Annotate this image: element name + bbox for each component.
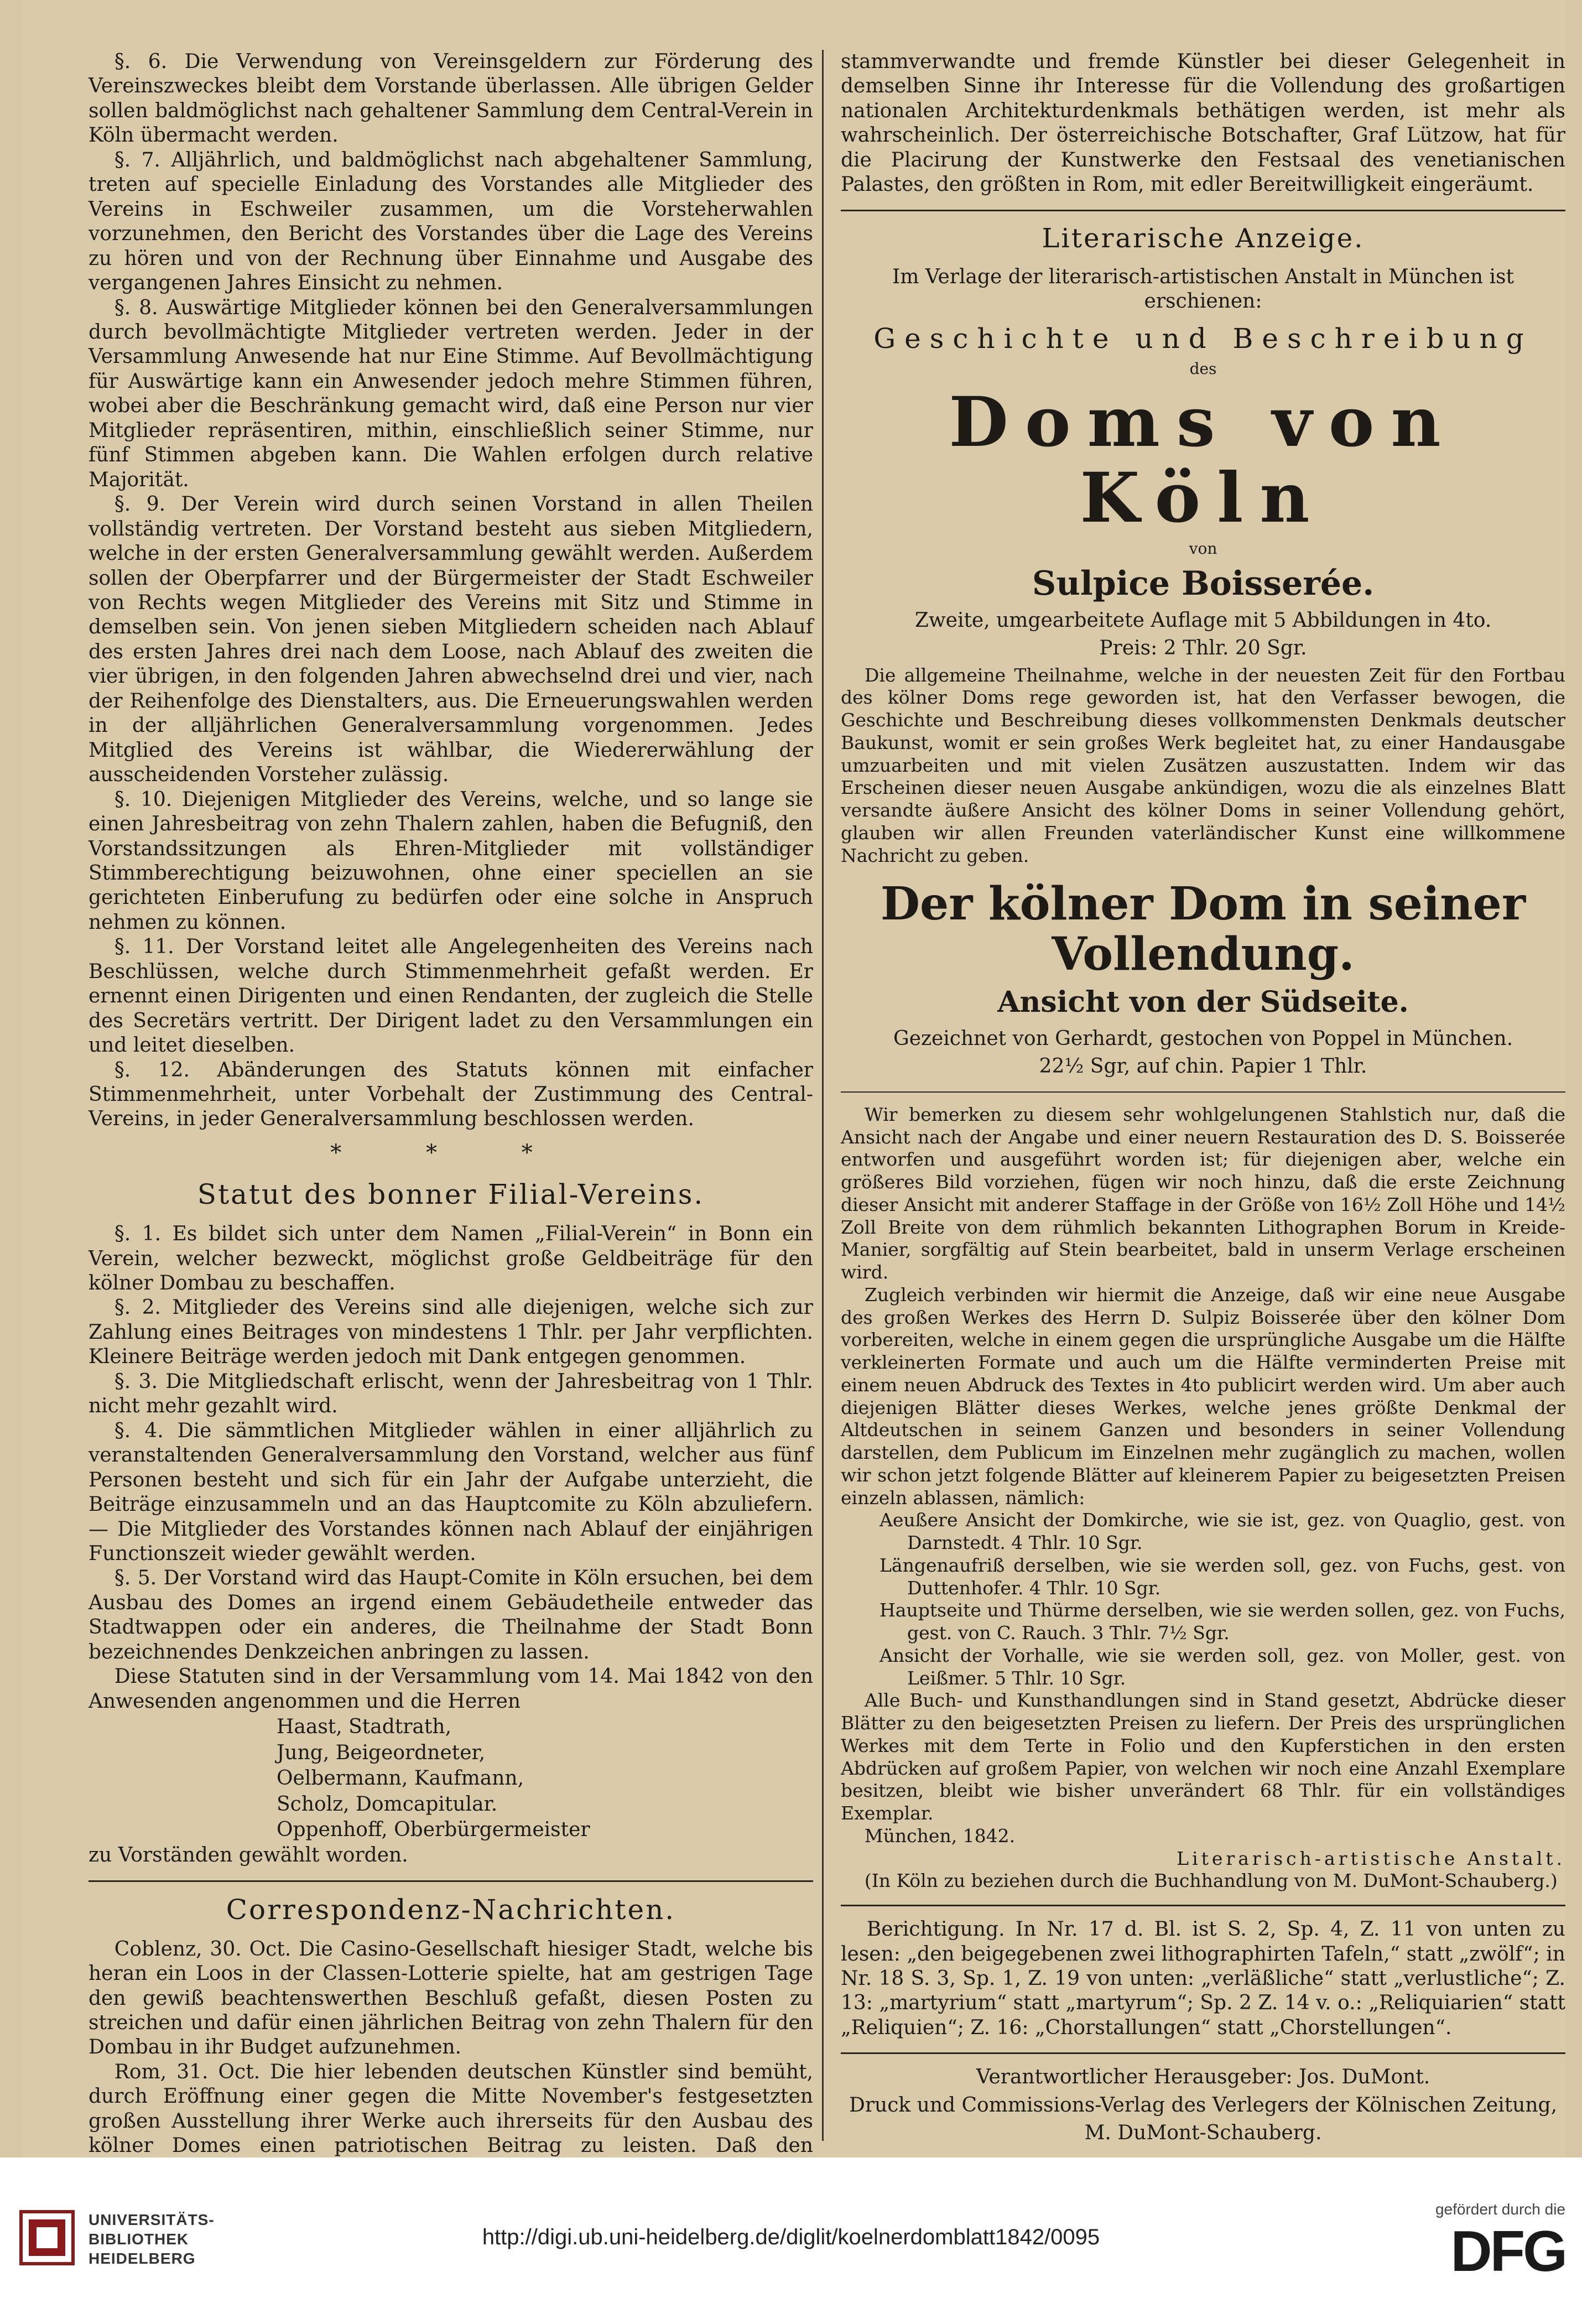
digitization-footer: [0, 2157, 1582, 2324]
paragraph: §. 5. Der Vorstand wird das Haupt-Comite in Köln ersuchen, bei dem Ausbau des Domes an irgend einem Gebäudetheile entweder das Stadtwappen oder ein anderes, die Theilnahme der Stadt Bonn bezeichnendes Denkzeichen anbringen zu lassen.: [89, 1567, 813, 1663]
column-divider: [822, 50, 824, 2141]
paragraph: Alle Buch- und Kunsthandlungen sind in Stand gesetzt, Abdrücke dieser Blätter zu den beigesetzten Preisen zu liefern. Der Preis des ursprünglichen Werkes mit dem Terte in Folio und den Kupferstichen in den ersten Abdrücken auf großem Papier, von welchen wir noch eine Anzahl Exemplare besitzen, bleibt wie bisher unverändert 68 Thlr. für ein vollständiges Exemplar.: [841, 1689, 1565, 1824]
left-column: [89, 50, 813, 2183]
plate-item: Hauptseite und Thürme derselben, wie sie werden sollen, gez. von Fuchs, gest. von C. Rauch. 3 Thlr. 7½ Sgr.: [880, 1599, 1565, 1644]
board-member: Scholz, Domcapitular.: [277, 1792, 498, 1816]
correction-notice: Berichtigung. In Nr. 17 d. Bl. ist S. 2, Sp. 4, Z. 11 von unten zu lesen: „den beigegebenen zwei lithographirten Tafeln,“ statt „zwölf“; in Nr. 18 S. 3, Sp. 1, Z. 19 von unten: „verläßliche“ statt „verlustliche“; Z. 13: „martyrium“ statt „martyrum“; Sp. 2 Z. 14 v. o.: „Reliquiarien“ statt „Reliquien“; Z. 16: „Chorstallungen“ statt „Chorstellungen“.: [841, 1918, 1565, 2039]
plate-item: Ansicht der Vorhalle, wie sie werden soll, gez. von Moller, gest. von Leißmer. 5 Thlr. 10 Sgr.: [880, 1644, 1565, 1689]
paragraph: §. 12. Abänderungen des Statuts können mit einfacher Stimmenmehrheit, unter Vorbehalt der Zustimmung des Central-Vereins, in jeder Generalversammlung beschlossen werden.: [89, 1058, 813, 1131]
book-von: von: [1189, 539, 1217, 558]
divider: [841, 210, 1565, 211]
newspaper-page: [22, 0, 1565, 2157]
paragraph: Zugleich verbinden wir hiermit die Anzeige, daß wir eine neue Ausgabe des großen Werkes des Herrn D. Sulpiz Boisserée über den kölner Dom vorbereiten, welche in einem gegen die ursprüngliche Ausgabe um die Hälfte verkleinerten Formate und auch um die Hälfte verminderten Preise mit einem neuen Abdruck des Textes in 4to publicirt werden wird. Um aber auch diejenigen Blätter dieses Werkes, welche jenes größte Denkmal der Altdeutschen in seinem Ganzen und besonders in seiner Vollendung darstellen, dem Publicum im Einzelnen mehr zugänglich zu machen, wollen wir schon jetzt folgende Blätter auf kleinerem Papier zu beigesetzten Preisen einzeln ablassen, nämlich:: [841, 1283, 1565, 1509]
book-edition: Zweite, umgearbeitete Auflage mit 5 Abbildungen in 4to.: [914, 609, 1492, 632]
news-coblenz: Coblenz, 30. Oct. Die Casino-Gesellschaft hiesiger Stadt, welche bis heran ein Loos in der Classen-Lotterie spielte, hat am gestrigen Tage den gewiß beachtenswerthen Beschluß gefaßt, diesen Posten zu streichen und dafür einen jährlichen Beitrag von zehn Thalern für den Dombau in ihr Budget aufzunehmen.: [89, 1937, 813, 2059]
ad-intro: Im Verlage der literarisch-artistischen Anstalt in München ist erschienen:: [892, 265, 1514, 313]
names-closing: zu Vorständen gewählt worden.: [89, 1844, 408, 1867]
publisher-signature: Literarisch-artistische Anstalt.: [1177, 1847, 1565, 1869]
plate-item: Längenaufriß derselben, wie sie werden soll, gez. von Fuchs, gest. von Duttenhofer. 4 Thlr. 10 Sgr.: [880, 1554, 1565, 1599]
continuation-text: stammverwandte und fremde Künstler bei dieser Gelegenheit in demselben Sinne ihr Interesse für die Vollendung des großartigen nationalen Architekturdenkmals bethätigen werden, ist mehr als wahrscheinlich. Der österreichische Botschafter, Graf Lützow, hat für die Placirung der Kunstwerke den Festsaal des venetianischen Palastes, den größten in Rom, mit edler Bereitwilligkeit eingeräumt.: [841, 50, 1565, 196]
ad-body-2: [841, 1104, 1565, 1893]
koeln-note: (In Köln zu beziehen durch die Buchhandlung von M. DuMont-Schauberg.): [864, 1870, 1558, 1892]
board-member: Jung, Beigeordneter,: [277, 1741, 486, 1764]
paragraph: §. 2. Mitglieder des Vereins sind alle diejenigen, welche sich zur Zahlung eines Beitrages von mindestens 1 Thlr. per Jahr verpflichten. Kleinere Beiträge werden jedoch mit Dank entgegen genommen.: [89, 1296, 813, 1369]
statut-title: Statut des bonner Filial-Vereins.: [197, 1178, 705, 1211]
paragraph: §. 1. Es bildet sich unter dem Namen „Filial-Verein“ in Bonn ein Verein, welcher bezweckt, möglichst große Geldbeiträge für den kölner Dombau zu beschaffen.: [89, 1223, 813, 1294]
library-line: BIBLIOTHEK: [89, 2231, 189, 2248]
paragraph: Diese Statuten sind in der Versammlung vom 14. Mai 1842 von den Anwesenden angenommen und die Herren: [89, 1665, 813, 1713]
ad-body-1: [841, 664, 1565, 867]
paragraph: §. 9. Der Verein wird durch seinen Vorstand in allen Theilen vollständig vertreten. Der Vorstand besteht aus sieben Mitgliedern, welche in der ersten Generalversammlung gewählt werden. Außerdem sollen der Oberpfarrer und der Bürgermeister der Stadt Eschweiler von Rechts wegen Mitglieder des Vereins mit Sitz und Stimme in demselben sein. Von jenen sieben Mitgliedern scheiden nach Ablauf des ersten Jahres drei nach dem Loose, nach Ablauf des zweiten die vier übrigen, in den folgenden Jahren abwechselnd drei und vier, nach der Reihenfolge des Dienstalters, aus. Die Erneuerungswahlen werden in der alljährlichen Generalversammlung vorgenommen. Jedes Mitglied des Vereins ist wählbar, die Wiedererwählung der ausscheidenden Vorsteher zulässig.: [89, 493, 813, 787]
divider: [89, 1880, 813, 1882]
book-title-line-1: Geschichte und Beschreibung: [873, 322, 1533, 355]
dfg-logo: DFG: [1450, 2219, 1565, 2284]
paragraph: Wir bemerken zu diesem sehr wohlgelungenen Stahlstich nur, daß die Ansicht nach der Angabe und einer neuern Restauration des D. S. Boisserée entworfen und ausgeführt worden ist; für diejenigen aber, welche ein größeres Bild vorziehen, fügen wir noch hinzu, daß die erste Zeichnung dieser Ansicht mit anderer Staffage in der Größe von 16½ Zoll Höhe und 14½ Zoll Breite von dem rühmlich bekannten Lithographen Borum in Kreide-Manier, sorgfältig auf Stein bearbeitet, bald in unserm Verlage erscheinen wird.: [841, 1103, 1565, 1283]
book-author: Sulpice Boisserée.: [1032, 564, 1375, 603]
board-member: Oelbermann, Kaufmann,: [277, 1767, 524, 1790]
library-line: HEIDELBERG: [89, 2250, 196, 2267]
ad-heading: Literarische Anzeige.: [1042, 222, 1365, 254]
paragraph: Die allgemeine Theilnahme, welche in der neuesten Zeit für den Fortbau des kölner Doms rege geworden ist, hat den Verfasser bewogen, die Geschichte und Beschreibung dieses vollkommensten Denkmals deutscher Baukunst, womit er sein großes Werk begleitet hat, zu einer Handausgabe umzuarbeiten und mit vielen Zusätzen auszustatten. Indem wir das Erscheinen dieser neuen Ausgabe ankündigen, wozu die als einzelnes Blatt versandte äußere Ansicht des kölner Doms in seiner Vollendung gehört, glauben wir allen Freunden vaterländischer Kunst eine willkommene Nachricht zu geben.: [841, 664, 1565, 866]
paragraph: §. 10. Diejenigen Mitglieder des Vereins, welche, und so lange sie einen Jahresbeitrag von zehn Thalern zahlen, haben die Befugniß, den Vorstandssitzungen als Ehren-Mitglieder mit vollständiger Stimmberechtigung beizuwohnen, ohne einer speciellen an sie gerichteten Einberufung zu bedürfen oder eine solche in Anspruch nehmen zu können.: [89, 788, 813, 934]
print-credits: Gezeichnet von Gerhardt, gestochen von Poppel in München.: [893, 1027, 1513, 1050]
book-title-main: Doms von Köln: [949, 382, 1458, 538]
statute-paragraphs-bonn: [89, 1222, 813, 1714]
source-url[interactable]: http://digi.ub.uni-heidelberg.de/diglit/koelnerdomblatt1842/0095: [482, 2225, 1100, 2249]
imprint-publisher: M. DuMont-Schauberg.: [1084, 2122, 1322, 2145]
paragraph: §. 6. Die Verwendung von Vereinsgeldern zur Förderung des Vereinszweckes bleibt dem Vorstande überlassen. Alle übrigen Gelder sollen baldmöglichst nach gehaltener Sammlung dem Central-Verein in Köln übermacht werden.: [89, 50, 813, 147]
right-column: [841, 50, 1565, 2149]
print-subtitle: Ansicht von der Südseite.: [997, 985, 1409, 1019]
dfg-caption: gefördert durch die: [1435, 2201, 1565, 2218]
board-member: Haast, Stadtrath,: [277, 1715, 452, 1739]
paragraph: §. 7. Alljährlich, und baldmöglichst nach abgehaltener Sammlung, treten auf specielle Einladung des Vorstandes alle Mitglieder des Vereins in Eschweiler zusammen, um die Vorsteherwahlen vorzunehmen, den Bericht des Vorstandes über die Lage des Vereins zu hören und von der Rechnung über Einnahme und Ausgabe des vergangenen Jahres Einsicht zu nehmen.: [89, 148, 813, 295]
statute-paragraphs-eschweiler: [89, 50, 813, 1132]
print-price: 22½ Sgr, auf chin. Papier 1 Thlr.: [1039, 1055, 1367, 1078]
board-member-list: [277, 1715, 813, 1842]
imprint-press: Druck und Commissions-Verlag des Verlegers der Kölnischen Zeitung,: [849, 2093, 1558, 2117]
paragraph: §. 11. Der Vorstand leitet alle Angelegenheiten des Vereins nach Beschlüssen, welche durch Stimmenmehrheit gefaßt werden. Er ernennt einen Dirigenten und einen Rendanten, der zugleich die Stelle des Secretärs vertritt. Der Dirigent ladet zu den Versammlungen ein und leitet dieselben.: [89, 935, 813, 1057]
paragraph: §. 8. Auswärtige Mitglieder können bei den Generalversammlungen durch bevollmächtigte Mitglieder vertreten werden. Jeder in der Versammlung Anwesende hat nur Eine Stimme. Auf Bevollmächtigung für Auswärtige kann ein Anwesender jedoch mehre Stimmen führen, wobei aber die Beschränkung gemacht wird, daß eine Person nur vier Mitglieder repräsentiren, mithin, einschließlich seiner Stimme, nur fünf Stimmen abgeben kann. Die Wahlen erfolgen durch relative Majorität.: [89, 296, 813, 491]
news-rom: Rom, 31. Oct. Die hier lebenden deutschen Künstler sind bemüht, durch Eröffnung einer gegen die Mitte November's festgesetzten großen Ausstellung ihrer Werke auch ihrerseits für den Ausbau des kölner Domes einen patriotischen Beitrag zu leisten. Daß den: [89, 2060, 813, 2157]
section-stars: * * *: [330, 1140, 571, 1166]
book-price: Preis: 2 Thlr. 20 Sgr.: [1099, 637, 1307, 660]
board-member: Oppenhoff, Oberbürgermeister: [277, 1818, 590, 1841]
correspondence-title: Correspondenz-Nachrichten.: [226, 1893, 676, 1926]
plate-item: Aeußere Ansicht der Domkirche, wie sie ist, gez. von Quaglio, gest. von Darnstedt. 4 Thlr. 10 Sgr.: [880, 1509, 1565, 1554]
divider: [841, 2052, 1565, 2054]
print-title: Der kölner Dom in seiner Vollendung.: [880, 877, 1526, 981]
place-date: München, 1842.: [864, 1824, 1016, 1847]
imprint-editor: Verantwortlicher Herausgeber: Jos. DuMont.: [976, 2066, 1430, 2089]
book-des: des: [1189, 359, 1217, 378]
paragraph: §. 4. Die sämmtlichen Mitglieder wählen in einer alljährlich zu veranstaltenden Generalversammlung den Vorstand, welcher aus fünf Personen besteht und sich für ein Jahr der Aufgabe unterzieht, die Beiträge einzusammeln und an das Hauptcomite zu Köln abzuliefern. — Die Mitglieder des Vorstandes können nach Ablauf der einjährigen Functionszeit wieder gewählt werden.: [89, 1419, 813, 1565]
library-line: UNIVERSITÄTS-: [89, 2211, 215, 2228]
divider: [841, 1905, 1565, 1906]
paragraph: §. 3. Die Mitgliedschaft erlischt, wenn der Jahresbeitrag von 1 Thlr. nicht mehr gezahlt wird.: [89, 1370, 813, 1418]
divider: [841, 1091, 1565, 1093]
